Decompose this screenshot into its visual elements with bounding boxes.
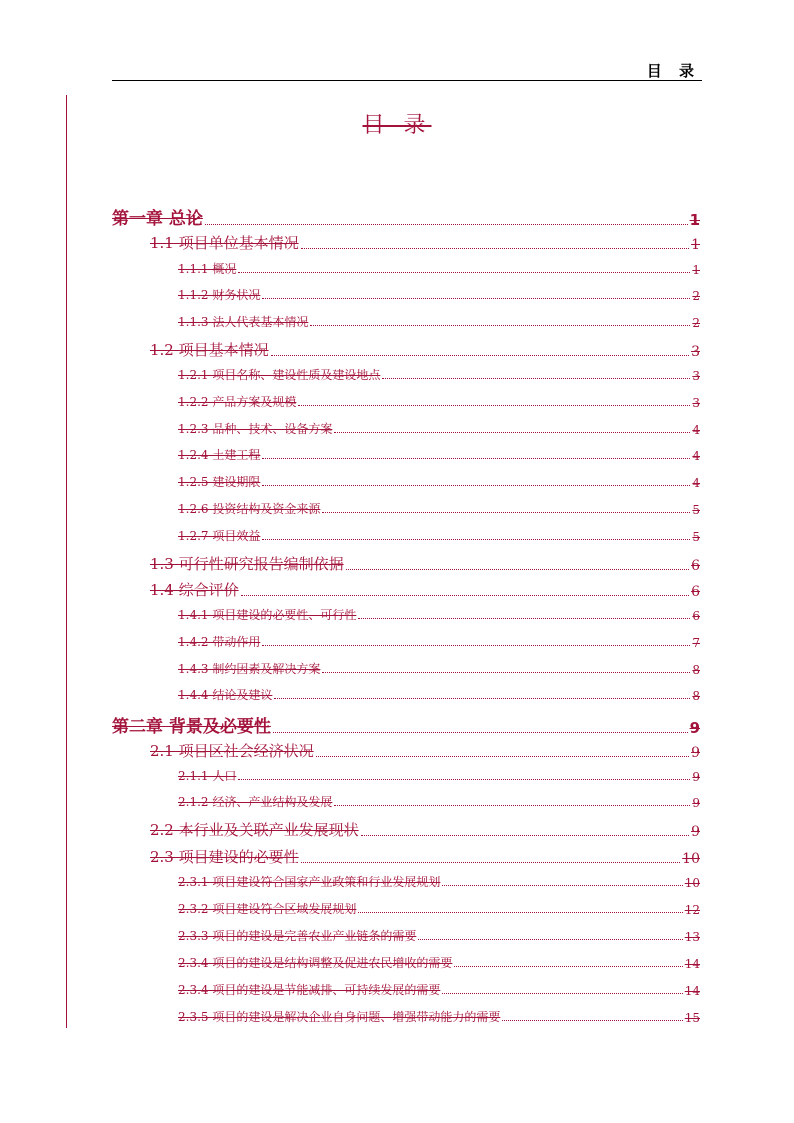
toc-entry-label: 第二章 背景及必要性 xyxy=(112,717,271,737)
toc-dot-leader xyxy=(205,224,688,225)
toc-entry-label: 2.3.2 项目建设符合区域发展规划 xyxy=(178,902,357,916)
toc-entry[interactable] xyxy=(178,286,700,303)
toc-entry-page: 6 xyxy=(691,558,700,574)
toc-entry[interactable] xyxy=(178,954,700,971)
toc-entry-label: 2.3.3 项目的建设是完善农业产业链条的需要 xyxy=(178,929,417,943)
toc-dot-leader xyxy=(310,325,690,326)
toc-entry[interactable] xyxy=(178,606,700,623)
toc-entry[interactable] xyxy=(178,660,700,677)
toc-entry-page: 3 xyxy=(692,396,700,410)
toc-dot-leader xyxy=(334,805,690,806)
toc-dot-leader xyxy=(241,595,689,596)
toc-dot-leader xyxy=(382,378,690,379)
toc-dot-leader xyxy=(442,885,682,886)
toc-entry-label: 1.2 项目基本情况 xyxy=(150,341,269,359)
toc-dot-leader xyxy=(262,485,690,486)
toc-entry-label: 1.1.3 法人代表基本情况 xyxy=(178,315,309,329)
toc-entry-label: 2.3.5 项目的建设是解决企业自身问题、增强带动能力的需要 xyxy=(178,1010,501,1024)
toc-entry-page: 6 xyxy=(692,609,700,623)
toc-entry[interactable] xyxy=(178,981,700,998)
toc-entry-page: 3 xyxy=(691,344,700,360)
toc-dot-leader xyxy=(273,732,688,733)
toc-entry-label: 2.1 项目区社会经济状况 xyxy=(150,742,314,760)
toc-entry[interactable] xyxy=(150,819,700,840)
toc-dot-leader xyxy=(262,645,690,646)
toc-dot-leader xyxy=(442,993,682,994)
toc-entry-page: 9 xyxy=(691,745,700,761)
toc-entry-label: 2.1.2 经济、产业结构及发展 xyxy=(178,795,333,809)
toc-entry-page: 3 xyxy=(692,369,700,383)
toc-entry-page: 4 xyxy=(692,449,700,463)
toc-entry-page: 4 xyxy=(692,423,700,437)
toc-entry[interactable] xyxy=(178,633,700,650)
toc-entry-label: 1.4.3 制约因素及解决方案 xyxy=(178,662,321,676)
toc-entry-page: 8 xyxy=(692,689,700,703)
toc-entry[interactable] xyxy=(178,446,700,463)
toc-title: 目 录 xyxy=(362,113,432,138)
toc-entry-label: 2.1.1 人口 xyxy=(178,769,237,783)
toc-dot-leader xyxy=(322,512,690,513)
toc-entry-label: 2.3 项目建设的必要性 xyxy=(150,848,299,866)
toc-dot-leader xyxy=(454,966,682,967)
toc-entry[interactable] xyxy=(178,1008,700,1025)
toc-dot-leader xyxy=(346,569,689,570)
toc-entry-label: 1.2.3 品种、技术、设备方案 xyxy=(178,422,333,436)
toc-entry-label: 1.2.6 投资结构及资金来源 xyxy=(178,502,321,516)
toc-entry-label: 1.2.5 建设期限 xyxy=(178,475,261,489)
toc-entry[interactable] xyxy=(150,846,700,867)
toc-entry-page: 9 xyxy=(689,719,700,737)
toc-entry-page: 9 xyxy=(692,770,700,784)
toc-dot-leader xyxy=(301,248,689,249)
toc-dot-leader xyxy=(262,458,690,459)
toc-entry-page: 5 xyxy=(692,530,700,544)
toc-entry[interactable] xyxy=(178,366,700,383)
toc-entry-label: 2.3.1 项目建设符合国家产业政策和行业发展规划 xyxy=(178,875,441,889)
toc-entry[interactable] xyxy=(178,313,700,330)
toc-dot-leader xyxy=(361,835,689,836)
toc-entry-label: 1.1.1 概况 xyxy=(178,262,237,276)
toc-entry-label: 2.2 本行业及关联产业发展现状 xyxy=(150,821,359,839)
toc-dot-leader xyxy=(271,355,689,356)
toc-entry[interactable] xyxy=(178,900,700,917)
toc-entry-page: 14 xyxy=(684,984,700,998)
toc-entry-label: 1.2.4 土建工程 xyxy=(178,448,261,462)
toc-entry-page: 2 xyxy=(692,316,700,330)
toc-entry[interactable] xyxy=(178,393,700,410)
toc-entry[interactable] xyxy=(150,740,700,761)
toc-entry-label: 2.3.4 项目的建设是结构调整及促进农民增收的需要 xyxy=(178,956,453,970)
toc-entry[interactable] xyxy=(178,793,700,810)
toc-entry-page: 10 xyxy=(684,876,700,890)
toc-entry-label: 1.3 可行性研究报告编制依据 xyxy=(150,555,344,573)
toc-entry-page: 4 xyxy=(692,476,700,490)
page-header-title: 目 录 xyxy=(646,62,700,80)
toc-entry-page: 1 xyxy=(691,237,700,253)
toc-entry-page: 1 xyxy=(692,263,700,277)
toc-dot-leader xyxy=(238,779,690,780)
toc-dot-leader xyxy=(238,272,690,273)
toc-entry-page: 1 xyxy=(689,211,700,229)
toc-entry[interactable] xyxy=(150,232,700,253)
toc-entry[interactable] xyxy=(178,420,700,437)
toc-entry[interactable] xyxy=(178,873,700,890)
toc-dot-leader xyxy=(334,432,690,433)
toc-dot-leader xyxy=(274,698,690,699)
toc-dot-leader xyxy=(418,939,682,940)
toc-dot-leader xyxy=(301,862,681,863)
toc-dot-leader xyxy=(316,756,689,757)
toc-entry[interactable] xyxy=(150,579,700,600)
toc-entry-page: 9 xyxy=(692,796,700,810)
toc-entry-page: 7 xyxy=(692,636,700,650)
toc-entry-page: 10 xyxy=(682,851,700,867)
toc-entry-page: 15 xyxy=(684,1011,700,1025)
toc-entry-label: 1.2.2 产品方案及规模 xyxy=(178,395,297,409)
toc-entry-label: 2.3.4 项目的建设是节能减排、可持续发展的需要 xyxy=(178,983,441,997)
toc-dot-leader xyxy=(502,1020,682,1021)
toc-entry-label: 1.1 项目单位基本情况 xyxy=(150,234,299,252)
toc-entry[interactable] xyxy=(112,712,700,737)
toc-entry-page: 12 xyxy=(684,903,700,917)
toc-entry-label: 1.4 综合评价 xyxy=(150,581,239,599)
toc-entry[interactable] xyxy=(178,686,700,703)
toc-entry-label: 第一章 总论 xyxy=(112,209,203,229)
toc-dot-leader xyxy=(262,298,690,299)
toc-entry-page: 5 xyxy=(692,503,700,517)
toc-entry-label: 1.4.1 项目建设的必要性、可行性 xyxy=(178,608,357,622)
toc-dot-leader xyxy=(358,912,682,913)
toc-entry[interactable] xyxy=(178,260,700,277)
toc-entry[interactable] xyxy=(178,473,700,490)
toc-entry-label: 1.2.7 项目效益 xyxy=(178,529,261,543)
toc-entry-page: 14 xyxy=(684,957,700,971)
toc-entry-page: 2 xyxy=(692,289,700,303)
toc-dot-leader xyxy=(322,672,690,673)
toc-dot-leader xyxy=(262,539,690,540)
toc-entry-page: 13 xyxy=(684,930,700,944)
toc-entry[interactable] xyxy=(150,339,700,360)
toc-entry[interactable] xyxy=(178,927,700,944)
toc-entry-label: 1.4.2 带动作用 xyxy=(178,635,261,649)
toc-entry-page: 8 xyxy=(692,663,700,677)
toc-entry-page: 6 xyxy=(691,584,700,600)
toc-entry-label: 1.1.2 财务状况 xyxy=(178,288,261,302)
toc-entry-label: 1.2.1 项目名称、建设性质及建设地点 xyxy=(178,368,381,382)
toc-entry-page: 9 xyxy=(691,824,700,840)
toc-dot-leader xyxy=(358,618,690,619)
toc-entry[interactable] xyxy=(178,500,700,517)
toc-entry[interactable] xyxy=(112,204,700,229)
toc-entry[interactable] xyxy=(178,767,700,784)
toc-entry[interactable] xyxy=(178,527,700,544)
toc-entry[interactable] xyxy=(150,553,700,574)
toc-dot-leader xyxy=(298,405,690,406)
toc-entry-label: 1.4.4 结论及建议 xyxy=(178,688,273,702)
